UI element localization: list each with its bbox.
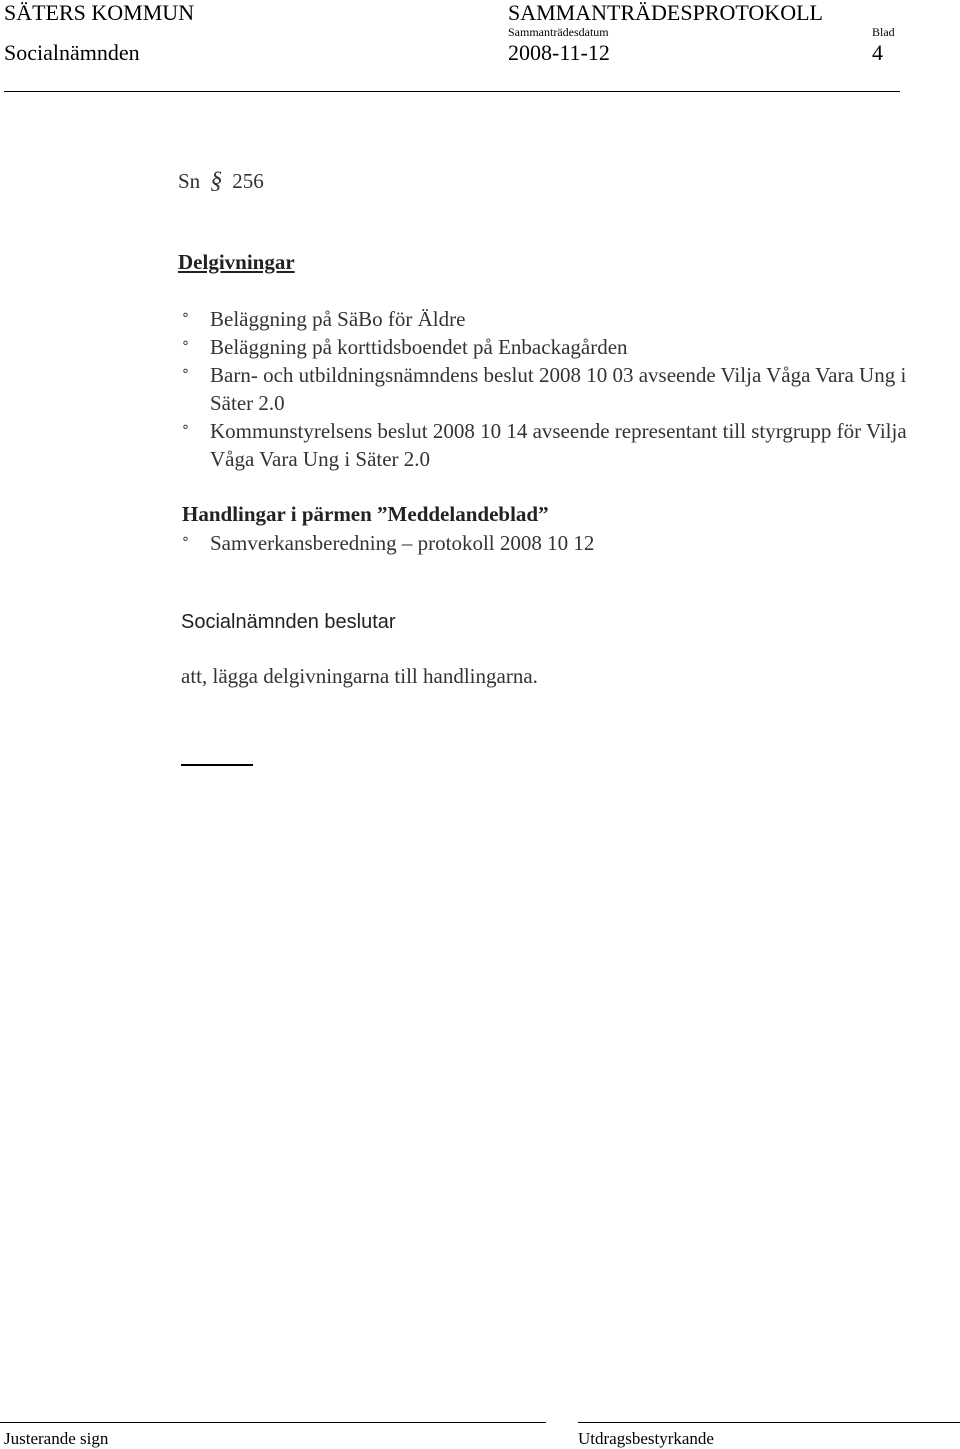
bullet-icon: ° [182,423,189,439]
list-item: ° Beläggning på korttidsboendet på Enbackagården [182,335,628,359]
notification-list [182,305,942,473]
department-name: Socialnämnden [4,40,140,65]
decision-heading: Socialnämnden beslutar [181,611,396,633]
bullet-icon: ° [182,311,189,327]
organization-name: SÄTERS KOMMUN [4,0,195,25]
paragraph-number [178,167,264,195]
footer-divider [0,1422,960,1423]
binder-list [182,529,942,557]
date-label: Sammanträdesdatum [508,25,609,39]
bullet-icon: ° [182,367,189,383]
page-label: Blad [872,25,895,39]
header-divider [4,91,900,92]
list-item: ° Barn- och utbildningsnämndens beslut 2008 10 03 avseende Vilja Våga Vara Ung i Säter 2.0 [182,363,907,415]
document-type: SAMMANTRÄDESPROTOKOLL [508,0,823,25]
list-item: ° Samverkansberedning – protokoll 2008 10 12 [182,531,595,555]
bullet-icon: ° [182,339,189,355]
section-symbol: § [210,168,223,194]
signature-line [181,764,253,766]
paragraph-prefix: Sn [178,169,201,193]
extract-certification-label: Utdragsbestyrkande [578,1429,714,1448]
meeting-date: 2008-11-12 [508,40,610,65]
section-heading: Delgivningar [178,250,295,274]
list-item: ° Kommunstyrelsens beslut 2008 10 14 avseende representant till styrgrupp för Vilja Våga Vara Ung i Säter 2.0 [182,419,907,471]
bullet-icon: ° [182,535,189,551]
paragraph-value: 256 [232,169,264,193]
justering-label: Justerande sign [4,1429,109,1448]
decision-text: att, lägga delgivningarna till handlingarna. [181,664,538,688]
list-item: ° Beläggning på SäBo för Äldre [182,307,466,331]
page-number: 4 [872,40,883,65]
binder-heading: Handlingar i pärmen ”Meddelandeblad” [182,502,549,526]
footer-divider-gap [546,1421,578,1424]
